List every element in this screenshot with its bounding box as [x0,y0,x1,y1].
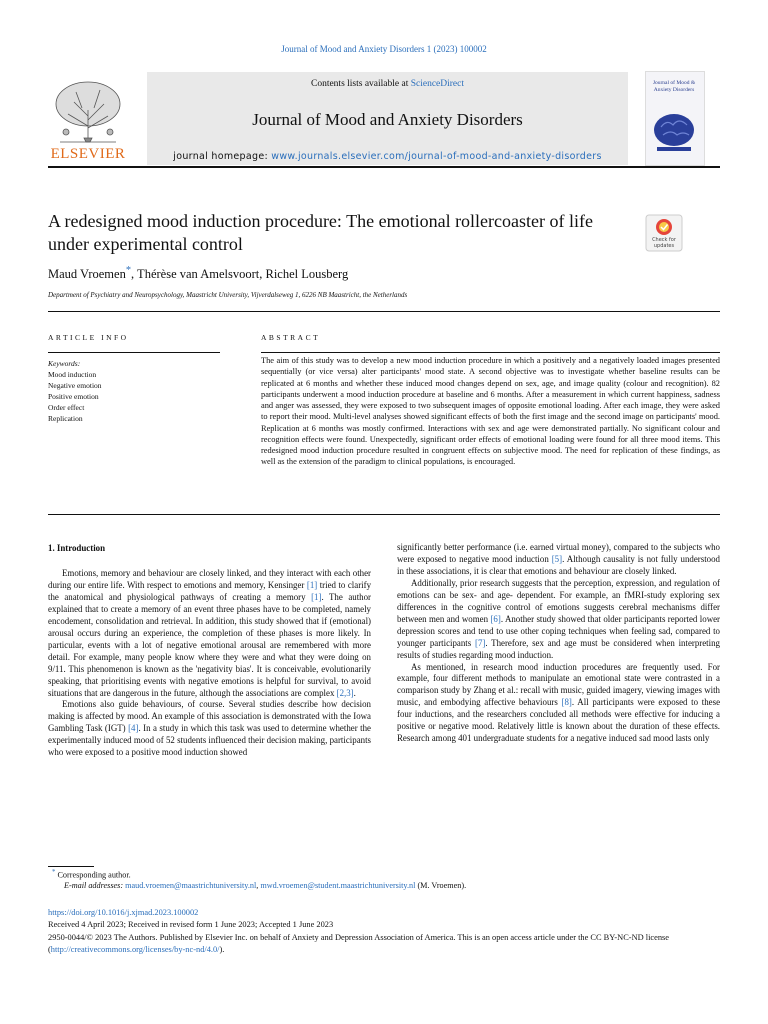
text-run: . In a study in which this task was used to determine whether the experimentally induced mood of 52 students influenced their decision making, participants who were exposed to a positive mood induction showed [48,723,371,758]
journal-reference[interactable]: Journal of Mood and Anxiety Disorders 1 (2023) 100002 [281,44,487,54]
contents-prefix: Contents lists available at [310,79,411,89]
citation-link[interactable]: [5] [551,553,563,564]
text-run: ). [219,945,225,954]
footnote-mark[interactable]: * [52,869,56,876]
paragraph [48,568,371,699]
text-run: tried to clarify the anatomical and physiological pathways of creating a memory [48,579,372,602]
introduction-heading: 1. Introduction [48,543,106,553]
footnote-emails [64,881,466,890]
text-run: , [256,881,261,890]
received-dates: Received 4 April 2023; Received in revised form 1 June 2023; Accepted 1 June 2023 [48,920,334,929]
header-rule [48,166,720,168]
homepage-prefix: journal homepage: [173,151,272,162]
citation-link[interactable]: [8] [561,697,572,708]
doi-link[interactable]: https://doi.org/10.1016/j.xjmad.2023.100002 [48,908,199,917]
paragraph [397,662,720,746]
contents-line [147,79,628,89]
footnote-corresponding [52,869,131,880]
section-rule [48,311,720,312]
journal-name: Journal of Mood and Anxiety Disorders [252,110,523,129]
text-run: 2950-0044/© 2023 The Authors. Published by Elsevier Inc. on behalf of Anxiety and Depression Association of America. This is an open access article under the CC BY-NC-ND license ( [48,933,670,954]
corresponding-author-note: Corresponding author. [57,870,131,880]
keywords-label: Keywords: [48,359,81,368]
article-info-rule [48,352,220,353]
text-run: . [353,687,356,698]
footnote-rule [48,866,94,867]
paragraph [397,578,720,662]
paragraph [397,542,720,578]
affiliation: Department of Psychiatry and Neuropsychology, Maastricht University, Vijverdalseweg 1, 6226 NB Maastricht, the Netherlands [48,291,408,299]
text-run: Emotions also guide behaviours, of course. Several studies describe how decision making is affected by mood. An example of this association is demonstrated with the Iowa Gambling Task (IGT) [48,699,371,734]
license-link[interactable]: http://creativecommons.org/licenses/by-nc-nd/4.0/ [50,945,220,954]
journal-homepage [147,151,628,162]
email-label: E-mail addresses: [64,881,126,890]
corresponding-author-mark[interactable]: * [125,265,132,276]
other-authors: , Thérèse van Amelsvoort, Richel Lousberg [131,267,349,282]
keyword-item: Negative emotion [48,381,102,390]
text-run: (M. Vroemen). [415,881,467,890]
text-run: Additionally, prior research suggests that the perception, expression, and regulation of emotions can be sex- and age- dependent. For example, an fMRI-study exploring sex differences in the cognitive control of emotions suggests cerebral mechanisms differ between men and women [397,577,720,624]
keyword-item: Positive emotion [48,392,99,401]
abstract-rule [261,352,720,353]
article-info-heading: ARTICLE INFO [48,333,129,342]
text-run: . The author explained that to create a memory of an event three phases have to be completed, namely encodement, consolidation and retrieval. In addition, this study showed that if (emotional) arousal occurs during an experience, the completion of these phases is more likely. In particular, events with a lot of negative emotional arousal are remembered with more detail. For example, many people know where they were and what they were doing on 9/11. This phenomenon is known as the 'negativity bias'. It is conceivable, evolutionarily speaking, that prioritising events with negative emotions is helpful for survival, to avoid situations that are dangerous in the future, although the associations are complex [48,591,372,698]
abstract-text: The aim of this study was to develop a new mood induction procedure in which a positively and a negatively loaded images presented sequentially (or vice versa) alter participants' mood state. A second objective was to investigate whether baseline results can be replicated at 6 months and whether these induced mood changes depend on sex, age, and image quality (colour and recognition). 82 participants underwent a mood induction procedure at baseline and 6 months. After a measurement in which current happiness, sadness and anger was assessed, they were exposed to two subsequent images of opposite emotional loading. After each image, they were asked to report their mood. Multi-level analyses showed significant effects of both the first image and the second image on participants' mood. Replication at 6 months was mostly confirmed. Interactions with sex and age were demonstrated partially. No significant colour and recognition effects were found. Unexpectedly, significant order effects of emotional loading were found for all three mood items. This redesigned mood induction procedure resulted in congruent effects on subjective mood. The need for replication of these findings, as well as the extension of the paradigm to clinical populations, is encouraged. [261,356,720,467]
citation-link[interactable]: [6] [490,613,501,624]
sciencedirect-link[interactable]: ScienceDirect [410,79,464,89]
homepage-link[interactable]: www.journals.elsevier.com/journal-of-mood-and-anxiety-disorders [271,151,602,162]
author-list [48,265,348,282]
article-title: A redesigned mood induction procedure: The emotional rollercoaster of life under experimental control [48,211,593,254]
cover-title: Journal of Mood & Anxiety Disorders [652,80,696,93]
citation-link[interactable]: [7] [474,637,486,648]
body-column-left [48,568,371,759]
text-run: significantly better performance (i.e. earned virtual money), compared to the subjects who were exposed to negative mood induction [397,542,720,564]
citation-link[interactable]: [1] [311,591,322,602]
copyright-notice [48,932,720,956]
body-column-right [397,542,720,745]
text-run: . All participants were exposed to these four inductions, and the researchers concluded all methods were effective for inducing a positive or negative mood. Relatively little is known about the duration of these effects. Research among 401 undergraduate students for a negative induced sad mood lasts only [397,697,721,744]
paragraph [48,699,371,759]
keywords-block [48,358,218,424]
text-run: . Therefore, sex and age must be considered when interpreting results of studies regarding mood induction. [397,637,720,660]
brain-icon [651,107,697,153]
email-link-2[interactable]: mwd.vroemen@student.maastrichtuniversity.nl [260,881,416,890]
text-run: . Another study showed that older participants reported lower depression scores and tend to use other coping techniques when feeling sad, compared to younger participants [397,613,720,648]
text-run: Emotions, memory and behaviour are closely linked, and they interact with each other during our entire life. With respect to emotions and memory, Kensinger [48,568,371,590]
elsevier-wordmark[interactable]: ELSEVIER [50,146,126,162]
email-link-1[interactable]: maud.vroemen@maastrichtuniversity.nl [125,881,257,890]
citation-link[interactable]: [1] [306,579,318,590]
keyword-item: Order effect [48,403,85,412]
check-for-updates-label: Check for updates [652,237,676,249]
citation-link[interactable]: [4] [128,723,139,734]
author-vroemen: Maud Vroemen [48,267,126,282]
citation-link[interactable]: [2,3] [336,687,354,698]
abstract-bottom-rule [48,514,720,515]
keyword-item: Replication [48,414,83,423]
abstract-heading: ABSTRACT [261,333,321,342]
text-run: . Although causality is not fully understood in these associations, it is clear that emotions and behaviour are closely linked. [397,553,720,576]
text-run: As mentioned, in research mood induction procedures are frequently used. For example, four different methods to manipulate an emotional state were contrasted in a comparison study by Zhang et al.: recall with music, guided imagery, viewing images with music, and embodying affective behaviours [397,661,720,708]
keyword-item: Mood induction [48,370,97,379]
